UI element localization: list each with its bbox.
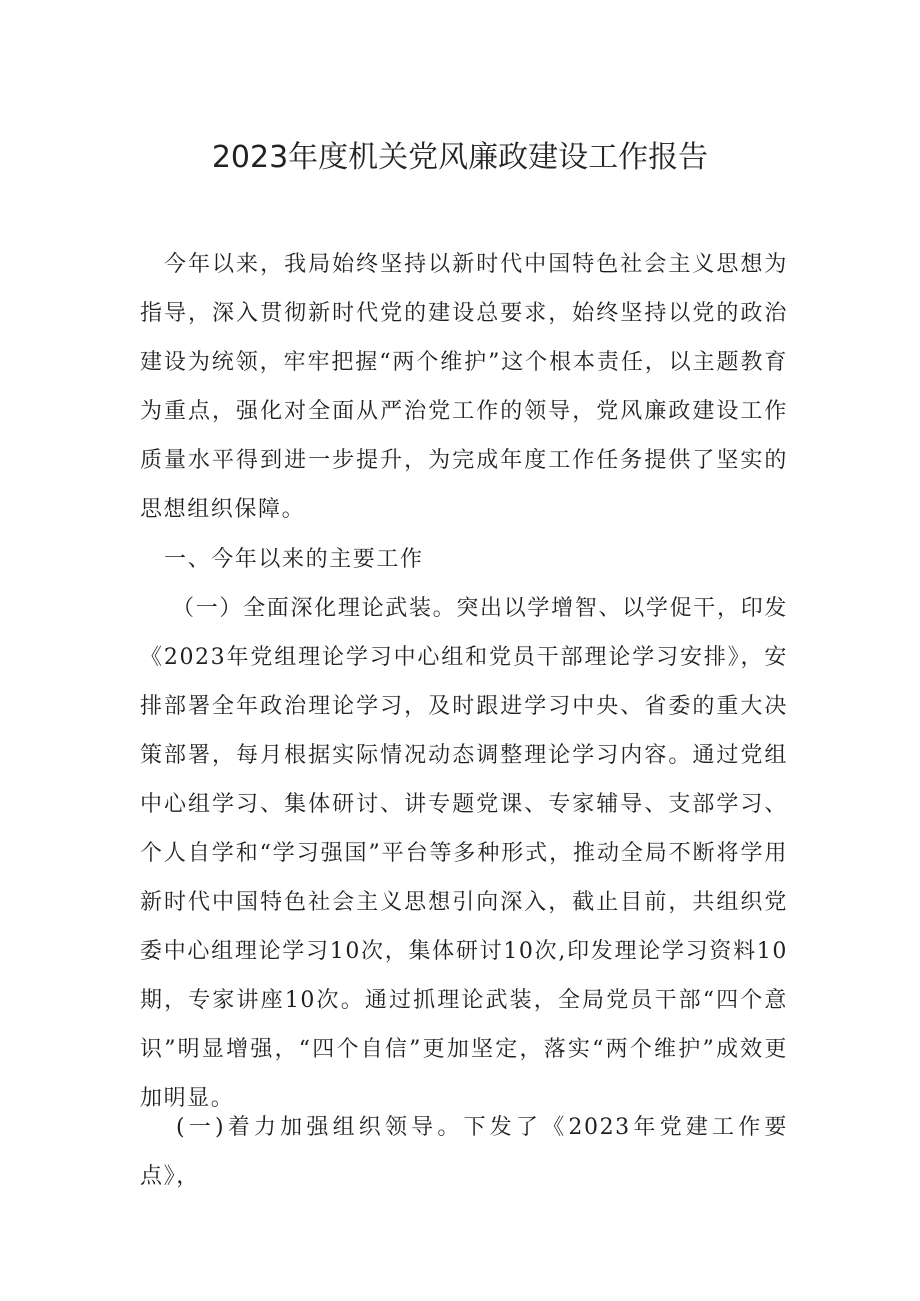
page-title: 2023年度机关党风廉政建设工作报告: [211, 140, 709, 175]
intro-paragraph: 今年以来，我局始终坚持以新时代中国特色社会主义思想为指导，深入贯彻新时代党的建设总要求，始终坚持以党的政治建设为统领，牢牢把握“两个维护”这个根本责任，以主题教育为重点，强化对全面从严治党工作的领导，党风廉政建设工作质量水平得到进一步提升，为完成年度工作任务提供了坚实的思想组织保障。: [140, 252, 788, 522]
item-two-paragraph: (一)着力加强组织领导。下发了《2023年党建工作要点》，: [140, 1115, 788, 1189]
section-heading: 一、今年以来的主要工作: [164, 547, 424, 572]
item-one-paragraph: （一）全面深化理论武装。突出以学增智、以学促干，印发《2023年党组理论学习中心组和党员干部理论学习安排》，安排部署全年政治理论学习，及时跟进学习中央、省委的重大决策部署，每月根据实际情况动态调整理论学习内容。通过党组中心组学习、集体研讨、讲专题党课、专家辅导、支部学习、个人自学和“学习强国”平台等多种形式，推动全局不断将学用新时代中国特色社会主义思想引向深入，截止目前，共组织党委中心组理论学习10次，集体研讨10次,印发理论学习资料10期，专家讲座10次。通过抓理论武装，全局党员干部“四个意识”明显增强，“四个自信”更加坚定，落实“两个维护”成效更加明显。: [140, 596, 788, 1111]
